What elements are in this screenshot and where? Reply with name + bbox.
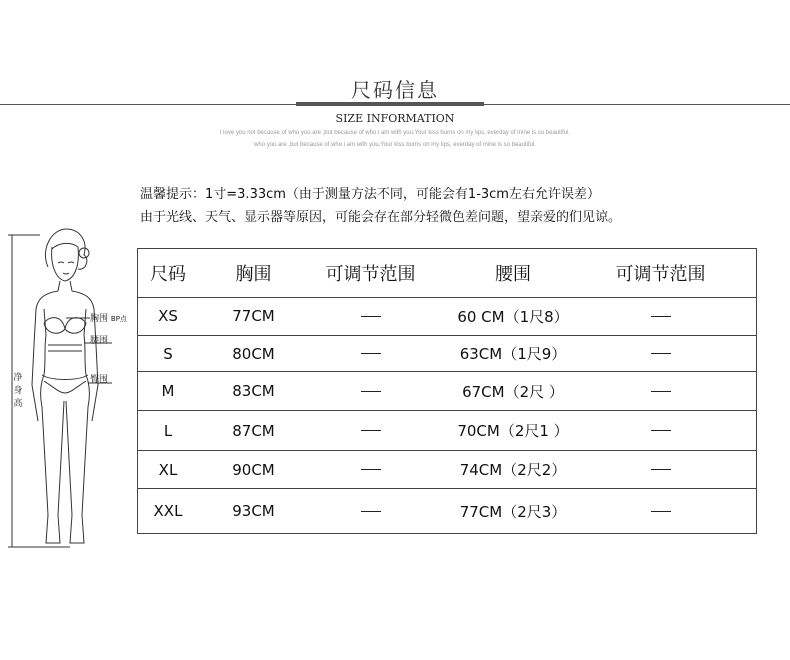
dash-icon	[651, 353, 671, 354]
tagline-line-1: I love you not because of who you are ,but because of who i am with you.Your kiss burns on my lips, everday of mine is so beautiful.	[219, 130, 571, 136]
table-row	[138, 297, 756, 336]
dash-icon	[361, 353, 381, 354]
table-row	[138, 451, 756, 489]
page-title: 尺码信息	[351, 78, 439, 102]
waist-cell: 60 CM（1尺8）	[457, 307, 569, 326]
title-accent-bar	[296, 102, 484, 106]
waist-cell: 63CM（1尺9）	[459, 345, 567, 363]
bust-range-cell	[308, 489, 433, 533]
bust-cell: 80CM	[232, 344, 275, 363]
dash-icon	[361, 391, 381, 392]
table-row	[138, 489, 756, 533]
bust-range-cell	[308, 336, 433, 371]
header-bust: 胸围	[235, 264, 272, 285]
bust-cell: 90CM	[232, 460, 275, 479]
waist-cell: 67CM（2尺 ）	[462, 382, 564, 401]
bust-range-cell	[308, 297, 433, 335]
waist-range-cell	[588, 451, 733, 488]
dash-icon	[651, 316, 671, 317]
dash-icon	[361, 430, 381, 431]
bust-cell: 93CM	[232, 502, 275, 520]
dash-icon	[651, 391, 671, 392]
waist-cell: 74CM（2尺2）	[459, 461, 567, 479]
header-size: 尺码	[150, 264, 186, 285]
dash-icon	[361, 469, 381, 470]
dash-icon	[361, 316, 381, 317]
bust-cell: 83CM	[232, 382, 275, 400]
dash-icon	[651, 511, 671, 512]
waist-range-cell	[588, 372, 733, 410]
waist-range-cell	[588, 489, 733, 533]
size-cell: S	[163, 344, 173, 363]
waist-label: 腰围	[90, 336, 109, 346]
hip-label: 臀围	[90, 375, 109, 385]
waist-cell: 70CM（2尺1 ）	[457, 422, 569, 440]
size-cell: M	[161, 382, 175, 400]
bust-cell: 87CM	[232, 421, 275, 440]
bust-cell: 77CM	[232, 307, 275, 325]
dash-icon	[361, 511, 381, 512]
bust-range-cell	[308, 451, 433, 488]
tagline-line-2: who you are ,but because of who i am with you.Your kiss burns on my lips, everday of mine is so beautiful.	[254, 142, 536, 148]
header-bust-range: 可调节范围	[325, 264, 416, 285]
waist-range-cell	[588, 411, 733, 450]
bust-range-cell	[308, 372, 433, 410]
size-cell: XS	[158, 307, 178, 325]
bust-label: 胸围 BP点	[90, 314, 127, 324]
height-label: 净身高	[13, 373, 23, 409]
waist-cell: 77CM（2尺3）	[459, 502, 567, 521]
size-cell: L	[163, 421, 173, 440]
size-cell: XXL	[153, 502, 183, 520]
header-waist-range: 可调节范围	[615, 264, 706, 285]
table-header-row	[138, 249, 756, 298]
dash-icon	[651, 430, 671, 431]
page-subtitle: SIZE INFORMATION	[335, 112, 455, 125]
size-cell: XL	[158, 460, 178, 479]
table-row	[138, 336, 756, 372]
waist-range-cell	[588, 297, 733, 335]
size-table	[137, 248, 757, 534]
bust-range-cell	[308, 411, 433, 450]
table-row	[138, 372, 756, 411]
dash-icon	[651, 469, 671, 470]
notice-line-2: 由于光线、天气、显示器等原因，可能会存在部分轻微色差问题，望亲爱的们见谅。	[140, 210, 622, 225]
table-row	[138, 411, 756, 451]
notice-line-1: 温馨提示：1寸=3.33cm（由于测量方法不同，可能会有1-3cm左右允许误差）	[140, 187, 600, 202]
header-waist: 腰围	[495, 264, 531, 285]
waist-range-cell	[588, 336, 733, 371]
